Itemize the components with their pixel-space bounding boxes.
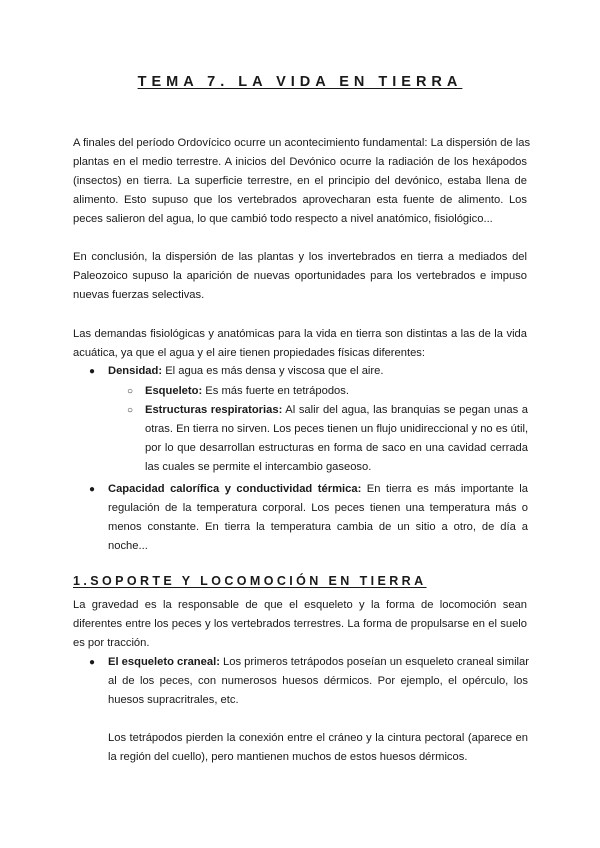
- text-line: la región del cuello), pero mantienen muchos de estos huesos dérmicos.: [108, 751, 468, 763]
- bullet-term: El esqueleto craneal:: [108, 656, 220, 668]
- text-line: La gravedad es la responsable de que el esqueleto y la forma de locomoción sean: [73, 599, 527, 611]
- bullet-dot-icon: ●: [89, 366, 96, 377]
- bullet-term: Esqueleto:: [145, 385, 203, 397]
- bullet-term: Capacidad calorífica y conductividad térmica:: [108, 483, 362, 495]
- subbullet-respiratorias: [145, 401, 528, 477]
- bullet-term: Densidad:: [108, 365, 163, 377]
- bullet-dot-icon: ●: [89, 484, 96, 495]
- tetrapodos-paragraph: [108, 729, 528, 767]
- intro-paragraph: [73, 134, 531, 229]
- text-line: menos constante. En tierra la temperatura cambia de un sitio a otro, de día a: [108, 521, 528, 533]
- bullet-densidad: [108, 362, 528, 381]
- text-line: noche...: [108, 540, 148, 552]
- text-line: Paleozoico supuso la aparición de nuevas oportunidades para los vertebrados e impuso: [73, 270, 527, 282]
- text-line: las cuales se permite el intercambio gaseoso.: [145, 461, 372, 473]
- conclusion-paragraph: [73, 248, 527, 305]
- section-heading: 1.SOPORTE Y LOCOMOCIÓN EN TIERRA: [73, 574, 427, 588]
- bullet-text: Es más fuerte en tetrápodos.: [202, 385, 349, 397]
- text-line: peces salieron del agua, lo que cambió todo respecto a nivel anatómico, fisiológico...: [73, 213, 493, 225]
- bullet-craneal: [108, 653, 528, 710]
- page-title: TEMA 7. LA VIDA EN TIERRA: [137, 74, 463, 90]
- bullet-text: Al salir del agua, las branquias se pegan unas a: [282, 404, 528, 416]
- text-line: es por tracción.: [73, 637, 150, 649]
- bullet-text: Los primeros tetrápodos poseían un esqueleto craneal similar: [219, 656, 529, 668]
- section1-paragraph: [73, 596, 527, 653]
- text-line: acuática, ya que el agua y el aire tienen propiedades físicas diferentes:: [73, 347, 426, 359]
- text-line: al de los peces, con numerosos huesos dérmicos. Por ejemplo, el opérculo, los: [108, 675, 528, 687]
- text-line: Las demandas fisiológicas y anatómicas para la vida en tierra son distintas a las de la vida: [73, 328, 527, 340]
- bullet-circle-icon: ○: [127, 405, 134, 416]
- text-line: regulación de la temperatura corporal. Los peces tienen una temperatura más o: [108, 502, 528, 514]
- text-line: (insectos) en tierra. La superficie terrestre, en el principio del devónico, estaba llena de: [73, 175, 527, 187]
- text-line: nuevas fuerzas selectivas.: [73, 289, 205, 301]
- text-line: por lo que desarrollan estructuras en forma de saco en una cavidad cerrada: [145, 442, 528, 454]
- text-line: otras. En tierra no sirven. Los peces tienen un flujo unidireccional y no es útil,: [145, 423, 529, 435]
- text-line: Los tetrápodos pierden la conexión entre el cráneo y la cintura pectoral (aparece en: [108, 732, 528, 744]
- text-line: A finales del período Ordovícico ocurre un acontecimiento fundamental: La dispersión de las: [73, 137, 531, 149]
- text-line: diferentes entre los peces y los vertebrados terrestres. La forma de propulsarse en el suelo: [73, 618, 527, 630]
- bullet-term: Estructuras respiratorias:: [145, 404, 283, 416]
- bullet-text: En tierra es más importante la: [361, 483, 528, 495]
- bullet-dot-icon: ●: [89, 657, 96, 668]
- demands-paragraph: [73, 325, 527, 363]
- text-line: plantas en el medio terrestre. A inicios del Devónico ocurre la radiación de los hexápodos: [73, 156, 527, 168]
- text-line: alimento. Esto supuso que los vertebrados aprovecharan esta fuente de alimento. Los: [73, 194, 527, 206]
- subbullet-esqueleto: [145, 382, 528, 401]
- bullet-capacidad: [108, 480, 528, 556]
- bullet-text: El agua es más densa y viscosa que el aire.: [162, 365, 384, 377]
- bullet-circle-icon: ○: [127, 386, 134, 397]
- text-line: En conclusión, la dispersión de las plantas y los invertebrados en tierra a mediados del: [73, 251, 527, 263]
- text-line: huesos supracritrales, etc.: [108, 694, 239, 706]
